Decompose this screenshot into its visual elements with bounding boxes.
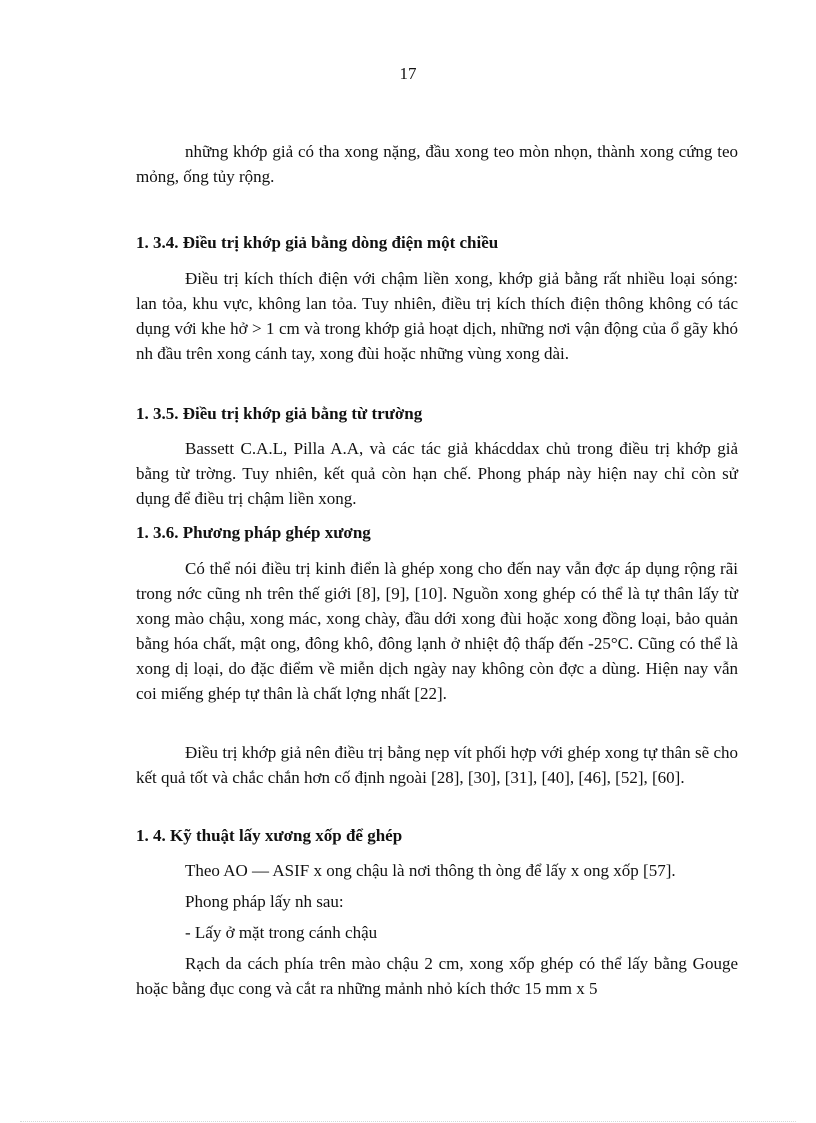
paragraph-bone-graft	[136, 556, 738, 706]
paragraph-text: Phong pháp lấy nh sau:	[185, 892, 344, 911]
section-heading: 1. 3.5. Điều trị khớp giả bằng từ trường	[136, 404, 423, 423]
page-number: 17	[399, 64, 417, 83]
heading-1-3-6	[136, 520, 738, 545]
paragraph-plate-screw	[136, 740, 738, 790]
paragraph-text: Theo AO — ASIF x ong chậu là nơi thông th òng để lấy x ong xốp [57].	[185, 861, 676, 880]
heading-1-3-4	[136, 230, 738, 255]
paragraph-text: Điều trị khớp giả nên điều trị bằng nẹp vít phối hợp với ghép xong tự thân sẽ cho kết quả tốt và chắc chắn hơn cố định ngoài [28], [30], [31], [40], [46], [52], [60].	[136, 743, 738, 787]
section-heading: 1. 3.6. Phương pháp ghép xương	[136, 523, 371, 542]
heading-1-3-5	[136, 401, 738, 426]
bottom-divider	[20, 1121, 796, 1122]
paragraph-electric-stimulation	[136, 266, 738, 366]
section-heading: 1. 4. Kỹ thuật lấy xương xốp để ghép	[136, 826, 403, 845]
paragraph-incision	[136, 951, 738, 1001]
paragraph-method	[136, 889, 738, 914]
paragraph-text: - Lấy ở mặt trong cánh chậu	[185, 923, 378, 942]
heading-1-4	[136, 823, 738, 848]
paragraph-intro	[136, 139, 738, 189]
section-heading: 1. 3.4. Điều trị khớp giả bằng dòng điện một chiều	[136, 233, 499, 252]
paragraph-text: Điều trị kích thích điện với chậm liền xong, khớp giả bằng rất nhiều loại sóng: lan tỏa, khu vực, không lan tỏa. Tuy nhiên, điều trị kích thích điện thông không có tác dụng với khe hở > 1 cm và trong khớp giả hoạt dịch, những nơi vận động của ổ gãy khó nh đầu trên xong cánh tay, xong đùi hoặc những vùng xong dài.	[136, 269, 738, 363]
paragraph-magnetic-field	[136, 436, 738, 511]
paragraph-text: Rạch da cách phía trên mào chậu 2 cm, xong xốp ghép có thể lấy bằng Gouge hoặc bằng đục cong và cắt ra những mảnh nhỏ kích thớc 15 mm x 5	[136, 954, 738, 998]
paragraph-text: những khớp giả có tha xong nặng, đầu xong teo mòn nhọn, thành xong cứng teo mỏng, ống tủy rộng.	[136, 142, 738, 186]
paragraph-inner-iliac	[136, 920, 738, 945]
paragraph-text: Bassett C.A.L, Pilla A.A, và các tác giả khácddax chủ trong điều trị khớp giả bằng từ trờng. Tuy nhiên, kết quả còn hạn chế. Phong pháp này hiện nay chỉ còn sử dụng để điều trị chậm liền xong.	[136, 439, 738, 508]
paragraph-ao-asif	[136, 858, 738, 883]
paragraph-text: Có thể nói điều trị kinh điển là ghép xong cho đến nay vẫn đợc áp dụng rộng rãi trong nớc cũng nh trên thế giới [8], [9], [10]. Nguồn xong ghép có thể là tự thân lấy từ xong mào chậu, xong mác, xong chày, đầu dới xong đùi hoặc xong đồng loại, bảo quản bằng hóa chất, mật ong, đông khô, đông lạnh ở nhiệt độ thấp đến -25°C. Cũng có thể là xong dị loại, do đặc điểm về miễn dịch ngày nay không còn đợc a dùng. Hiện nay vẫn coi miếng ghép tự thân là chất lợng nhất [22].	[136, 559, 738, 703]
